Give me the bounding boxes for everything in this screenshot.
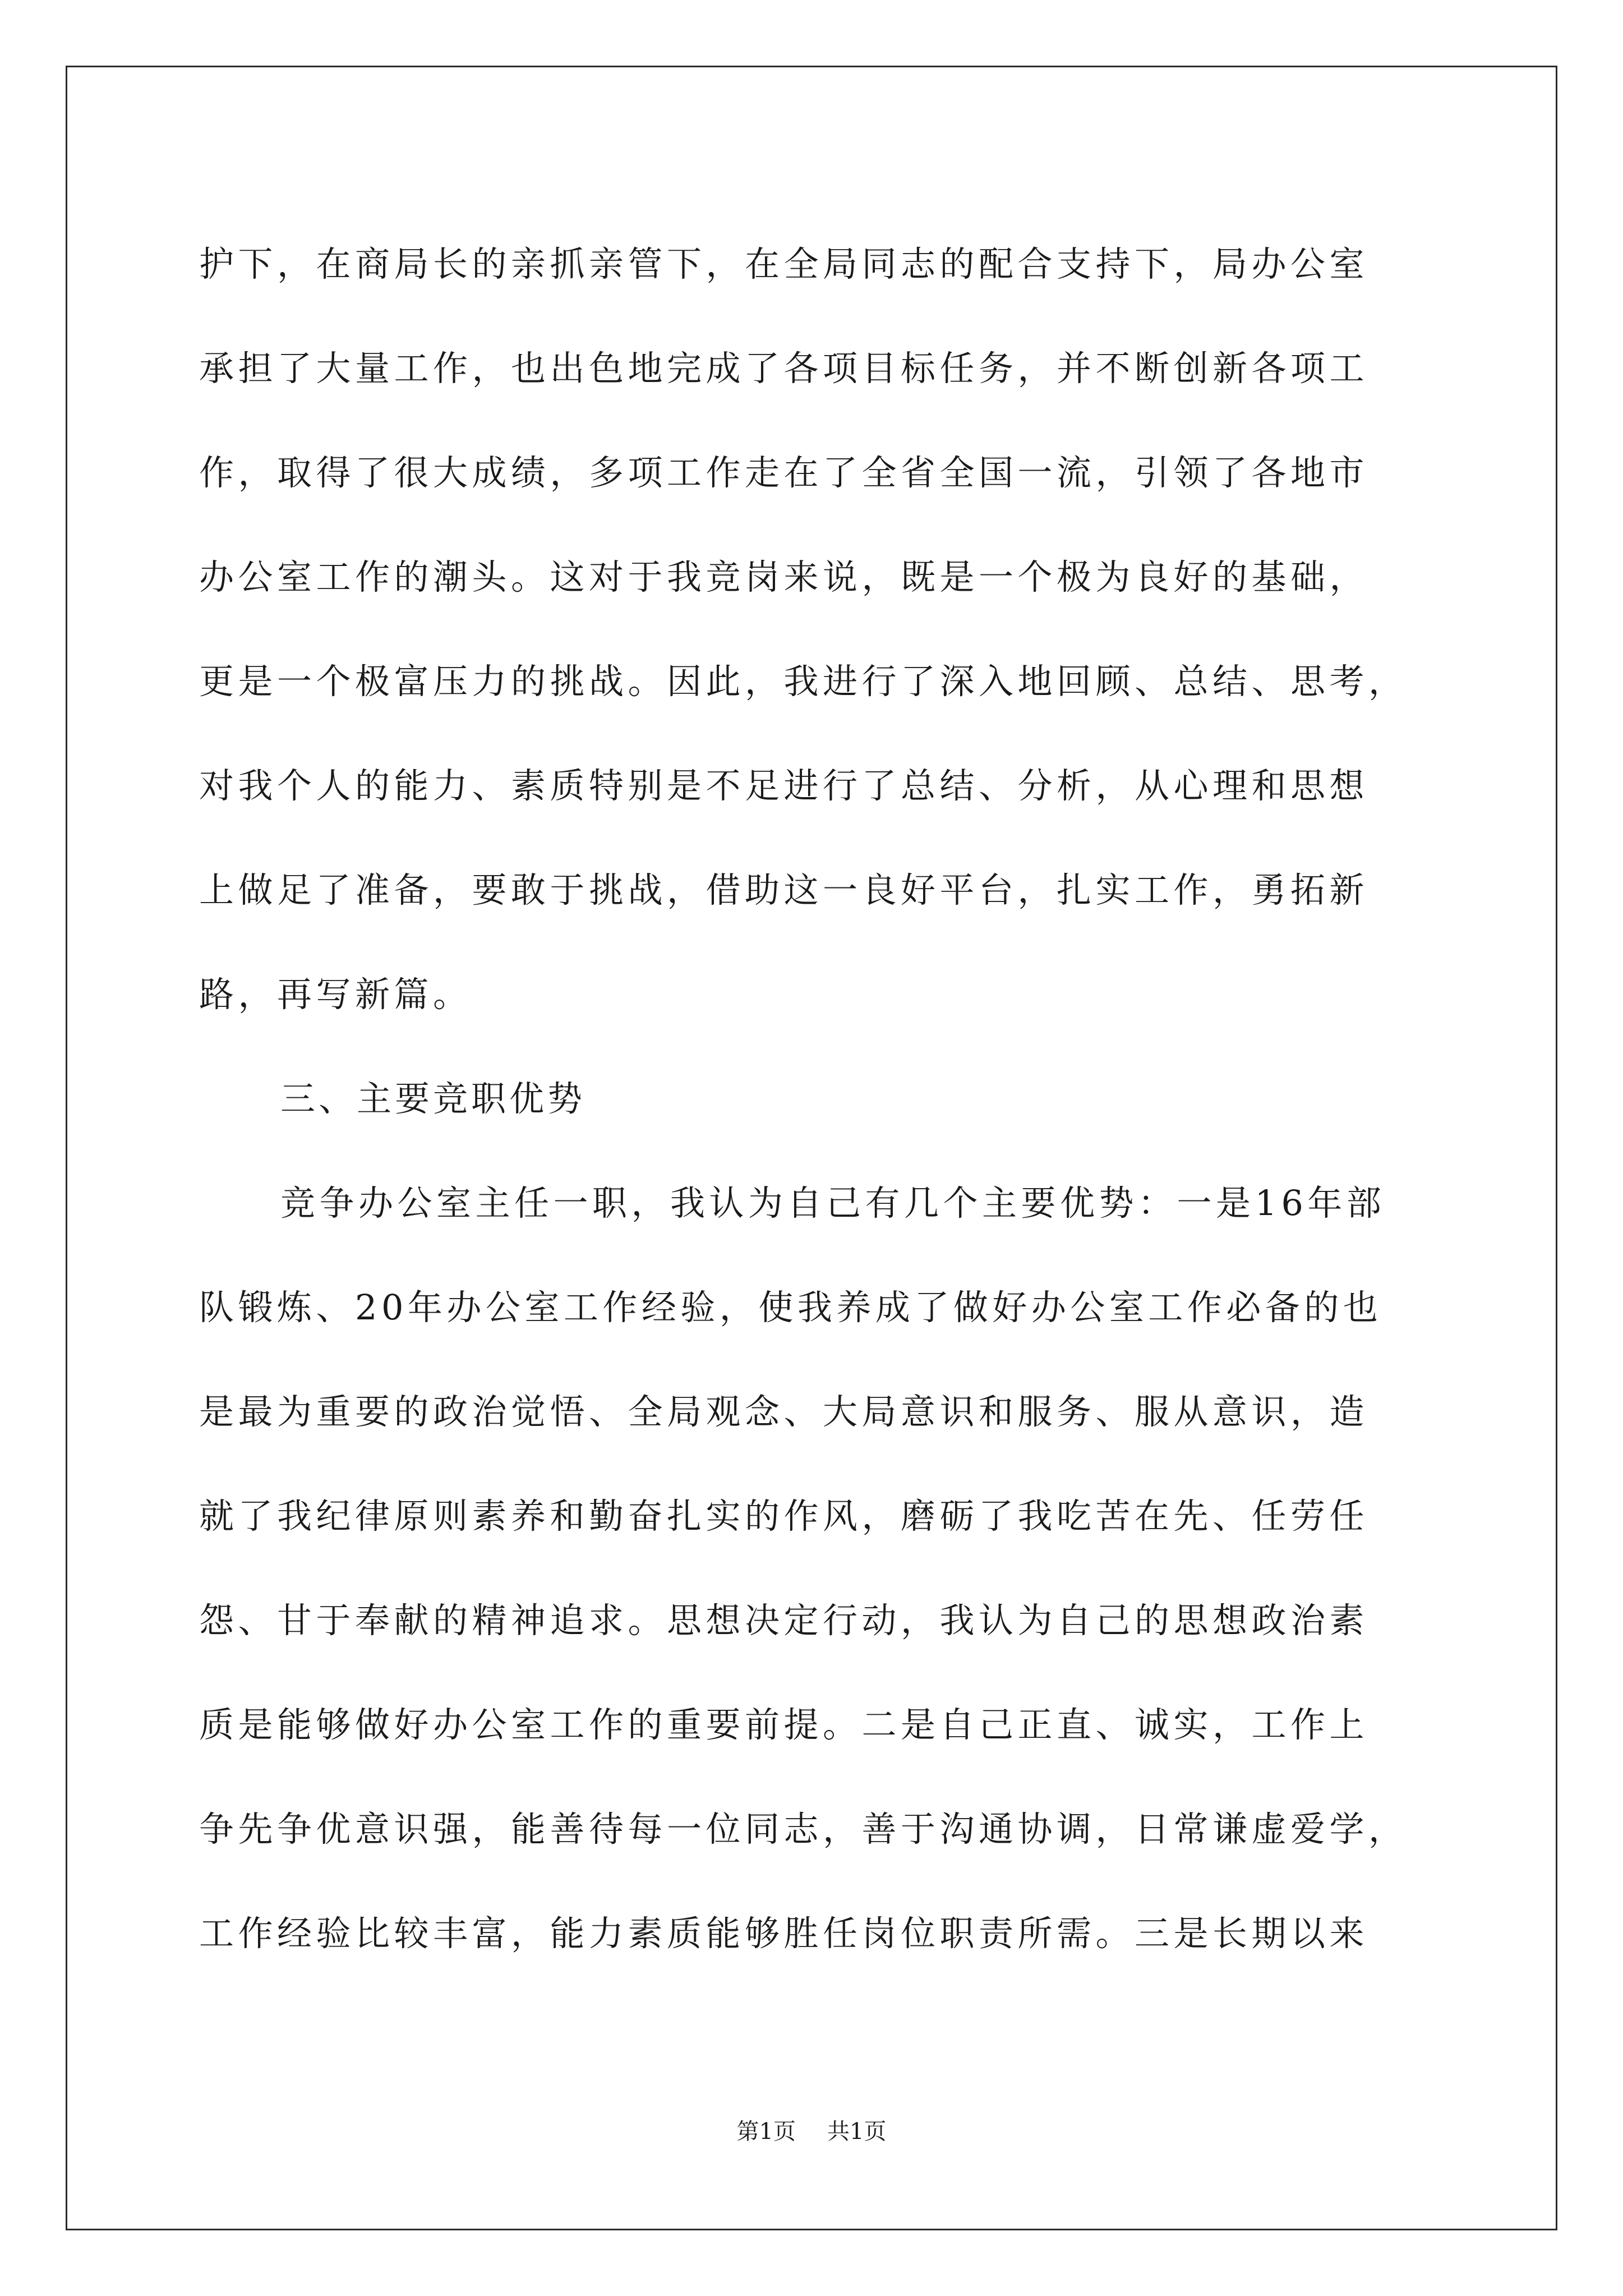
text-line: 上做足了准备，要敢于挑战，借助这一良好平台，扎实工作，勇拓新 — [199, 869, 1369, 910]
text-line: 队锻炼、20年办公室工作经验，使我养成了做好办公室工作必备的也 — [199, 1287, 1382, 1328]
page-number-total: 共1页 — [827, 2119, 887, 2145]
paragraph-first-line: 竞争办公室主任一职，我认为自己有几个主要优势：一是16年部 — [280, 1182, 1386, 1223]
text-line: 对我个人的能力、素质特别是不足进行了总结、分析，从心理和思想 — [199, 765, 1369, 806]
text-line: 更是一个极富压力的挑战。因此，我进行了深入地回顾、总结、思考， — [199, 661, 1408, 702]
section-heading: 三、主要竞职优势 — [280, 1078, 586, 1119]
page-number-current: 第1页 — [736, 2119, 796, 2145]
text-line: 争先争优意识强，能善待每一位同志，善于沟通协调，日常谦虚爱学， — [199, 1809, 1408, 1849]
text-line: 路，再写新篇。 — [199, 974, 472, 1015]
text-line: 是最为重要的政治觉悟、全局观念、大局意识和服务、服从意识，造 — [199, 1391, 1369, 1432]
text-line: 承担了大量工作，也出色地完成了各项目标任务，并不断创新各项工 — [199, 348, 1369, 389]
text-line: 怨、甘于奉献的精神追求。思想决定行动，我认为自己的思想政治素 — [199, 1600, 1369, 1641]
text-line: 作，取得了很大成绩，多项工作走在了全省全国一流，引领了各地市 — [199, 452, 1369, 493]
document-body — [199, 212, 1430, 1986]
text-line: 就了我纪律原则素养和勤奋扎实的作风，磨砺了我吃苦在先、任劳任 — [199, 1496, 1369, 1536]
page-footer — [0, 2115, 1623, 2148]
text-line: 工作经验比较丰富，能力素质能够胜任岗位职责所需。三是长期以来 — [199, 1913, 1369, 1954]
text-line: 质是能够做好办公室工作的重要前提。二是自己正直、诚实，工作上 — [199, 1704, 1369, 1745]
text-line: 办公室工作的潮头。这对于我竞岗来说，既是一个极为良好的基础， — [199, 556, 1369, 597]
text-line: 护下，在商局长的亲抓亲管下，在全局同志的配合支持下，局办公室 — [199, 243, 1369, 284]
